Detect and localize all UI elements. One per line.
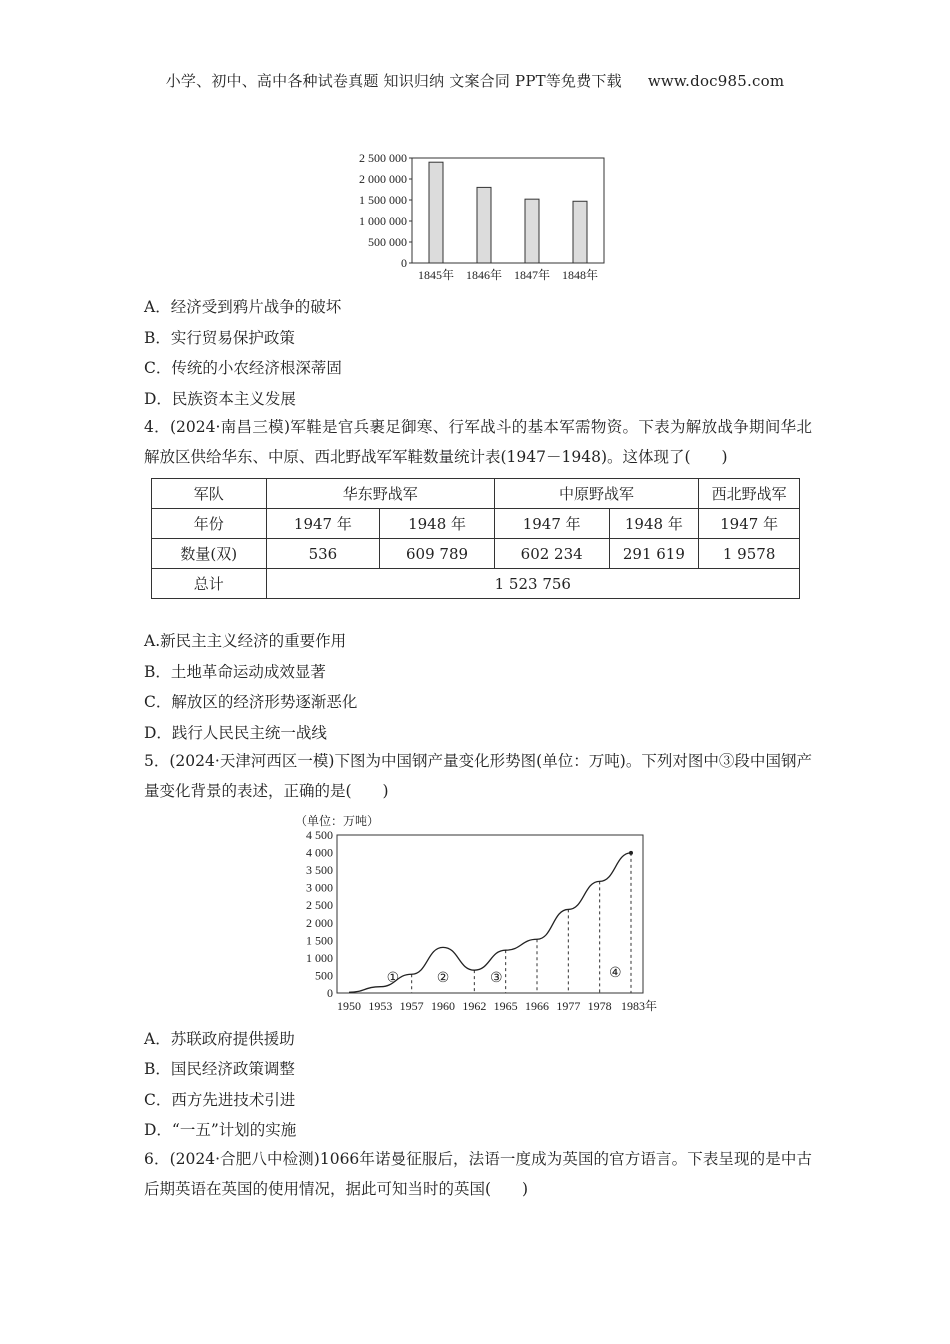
quantity-cell: 602 234 [494, 539, 609, 569]
q5-option-a[interactable]: A．苏联政府提供援助 [144, 1030, 295, 1048]
q6-number: 6．(2024· [144, 1150, 221, 1168]
page-header [0, 70, 950, 91]
row-label: 数量(双) [152, 539, 267, 569]
q4-number: 4．(2024· [144, 418, 221, 436]
y-tick-label: 1 500 000 [359, 193, 407, 207]
q4-option-a[interactable]: A.新民主主义经济的重要作用 [144, 632, 347, 650]
y-tick-label: 500 000 [368, 235, 407, 249]
year-cell: 1947 年 [699, 509, 800, 539]
army-header: 华东野战军 [266, 479, 494, 509]
q4-stem [144, 412, 812, 472]
bar-chart [320, 145, 640, 295]
segment-label: ② [436, 971, 450, 987]
y-tick-label: 1 000 [306, 950, 333, 965]
q4-option-d[interactable]: D．践行人民民主统一战线 [144, 724, 327, 742]
q6-text: )1066年诺曼征服后，法语一度成为英国的官方语言。下表呈现的是中古后期英语在英国的使用情况，据此可知当时的英国( ) [144, 1150, 812, 1198]
q6-stem [144, 1144, 812, 1204]
y-tick-label: 4 000 [306, 845, 333, 860]
y-tick-label: 3 500 [306, 863, 333, 878]
x-tick-label: 1957 [399, 999, 424, 1013]
y-tick-label: 2 000 000 [359, 172, 407, 186]
segment-label: ④ [609, 965, 622, 981]
quantity-cell: 609 789 [380, 539, 495, 569]
q5-text: )下图为中国钢产量变化形势图(单位：万吨)。下列对图中③段中国钢产量变化背景的表述，正确的是( ) [144, 752, 812, 800]
x-tick-label: 1846年 [465, 268, 503, 282]
table-row [152, 509, 800, 539]
y-tick-label: 4 500 [306, 828, 333, 842]
segment-label: ① [386, 971, 400, 987]
x-tick-label: 1950 [337, 999, 361, 1013]
row-label: 军队 [152, 479, 267, 509]
y-tick-label: 3 000 [306, 880, 333, 895]
total-cell: 1 523 756 [266, 569, 799, 599]
shoe-supply-table [151, 478, 800, 599]
quantity-cell: 1 9578 [699, 539, 800, 569]
q3-option-d[interactable]: D．民族资本主义发展 [144, 390, 296, 408]
q5-source: 天津河西区一模 [219, 752, 329, 770]
bar [429, 162, 443, 263]
x-tick-label: 1978 [587, 999, 612, 1013]
plot-frame [337, 835, 643, 993]
x-tick-label: 1845年 [417, 268, 455, 282]
bar [525, 199, 539, 263]
steel-line-chart [290, 810, 670, 1020]
q4-option-c[interactable]: C．解放区的经济形势逐渐恶化 [144, 693, 358, 711]
bar [573, 201, 587, 263]
x-tick-label: 1953 [368, 999, 393, 1013]
y-tick-label: 2 000 [306, 915, 333, 930]
army-header: 西北野战军 [699, 479, 800, 509]
x-tick-label: 1848年 [561, 268, 599, 282]
header-url[interactable]: www.doc985.com [647, 72, 785, 90]
army-header: 中原野战军 [494, 479, 698, 509]
x-tick-label: 1983年 [620, 999, 658, 1013]
q5-number: 5．(2024· [144, 752, 220, 770]
table-row [152, 539, 800, 569]
x-tick-label: 1847年 [513, 268, 551, 282]
quantity-cell: 536 [266, 539, 380, 569]
year-cell: 1947 年 [266, 509, 380, 539]
q4-source: 南昌三模 [220, 418, 285, 436]
x-tick-label: 1965 [493, 999, 518, 1013]
q3-option-c[interactable]: C．传统的小农经济根深蒂固 [144, 359, 342, 377]
q4-text: )军鞋是官兵裹足御寒、行军战斗的基本军需物资。下表为解放战争期间华北解放区供给华东、中原、西北野战军军鞋数量统计表(1947－1948)。这体现了( ) [144, 418, 812, 466]
q3-option-a[interactable]: A．经济受到鸦片战争的破坏 [144, 298, 342, 316]
segment-label: ③ [489, 971, 503, 987]
x-tick-label: 1966 [525, 999, 549, 1013]
y-tick-label: 1 000 000 [359, 214, 407, 228]
unit-label: （单位：万吨） [295, 814, 380, 828]
y-tick-label: 2 500 000 [359, 151, 407, 165]
x-tick-label: 1962 [462, 999, 487, 1013]
q5-stem [144, 746, 812, 806]
year-cell: 1948 年 [609, 509, 699, 539]
year-cell: 1948 年 [380, 509, 495, 539]
year-cell: 1947 年 [494, 509, 609, 539]
y-tick-label: 0 [327, 986, 333, 1000]
x-tick-label: 1977 [556, 999, 581, 1013]
q5-option-c[interactable]: C．西方先进技术引进 [144, 1091, 296, 1109]
row-label: 总计 [152, 569, 267, 599]
quantity-cell: 291 619 [609, 539, 699, 569]
y-tick-label: 1 500 [306, 933, 333, 948]
q5-option-d[interactable]: D．“一五”计划的实施 [144, 1121, 297, 1139]
y-tick-label: 0 [401, 256, 407, 270]
q4-option-b[interactable]: B．土地革命运动成效显著 [144, 663, 326, 681]
q3-option-b[interactable]: B．实行贸易保护政策 [144, 329, 295, 347]
bar [477, 187, 491, 263]
row-label: 年份 [152, 509, 267, 539]
table-row [152, 479, 800, 509]
y-tick-label: 2 500 [306, 898, 333, 913]
y-tick-label: 500 [315, 968, 333, 983]
header-text: 小学、初中、高中各种试卷真题 知识归纳 文案合同 PPT等免费下载 [165, 72, 622, 90]
x-tick-label: 1960 [431, 999, 455, 1013]
table-row [152, 569, 800, 599]
q6-source: 合肥八中检测 [220, 1150, 314, 1168]
endpoint-marker [629, 851, 633, 855]
q5-option-b[interactable]: B．国民经济政策调整 [144, 1060, 295, 1078]
